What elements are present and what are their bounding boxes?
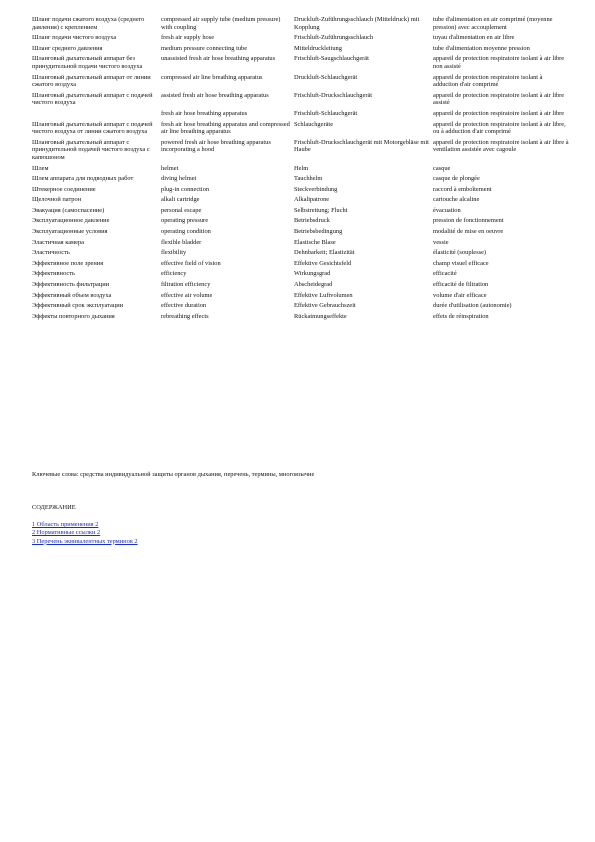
term-ru-cell: Шланговый дыхательный аппарат без принудительной подачи чистого воздуха [32, 55, 143, 70]
table-row [32, 249, 572, 260]
term-fr-cell: modalité de mise en oeuvre [433, 228, 504, 236]
term-ru-cell: Шланговый дыхательный аппарат от линии сжатого воздуха [32, 73, 151, 89]
table-row [32, 34, 572, 45]
term-de-cell: Rückatmungseffekte [294, 312, 347, 320]
toc-item[interactable] [32, 521, 138, 529]
term-ru-cell: Эффективный срок эксплуатации [32, 302, 124, 310]
keywords-line: Ключевые слова: средства индивидуальной защиты органов дыхания, перечень, термины, многоязычие [32, 471, 315, 478]
term-fr-cell: vessie [433, 238, 449, 246]
term-ru-cell [32, 110, 161, 121]
table-row [32, 270, 572, 281]
term-ru-cell: Шланг подачи чистого воздуха [32, 34, 117, 42]
term-fr-cell: évacuation [433, 206, 461, 214]
term-fr-cell: raccord à emboîtement [433, 185, 492, 193]
toc-link-normative-references[interactable]: 2 Нормативные ссылки 2 [32, 529, 101, 537]
table-row [32, 207, 572, 218]
term-en-cell: filtration efficiency [161, 281, 211, 289]
term-en-cell: effective duration [161, 302, 207, 310]
term-en-cell: effective field of vision [161, 259, 221, 267]
term-ru-cell: Шланговый дыхательный аппарат с подачей чистого воздуха [32, 91, 153, 107]
toc-item[interactable] [32, 529, 138, 537]
term-en-cell: compressed air supply tube (medium pressure) with coupling [161, 16, 281, 31]
term-en-cell: fresh air hose breathing apparatus [161, 109, 248, 117]
term-ru-cell: Шланговый дыхательный аппарат с принудительной подачей чистого воздуха с капюшоном [32, 138, 150, 161]
term-en-cell: rebreathing effects [161, 312, 209, 320]
term-en-cell: flexible bladder [161, 238, 202, 246]
toc-item[interactable] [32, 538, 138, 546]
term-ru-cell: Эвакуация (самоспасение) [32, 206, 105, 214]
term-ru-cell: Шланг среднего давления [32, 44, 103, 52]
term-ru-cell: Эластичная камера [32, 238, 84, 246]
term-fr-cell: appareil de protection respiratoire isolant à air libre non assisté [433, 55, 565, 70]
table-row [32, 228, 572, 239]
term-de-cell: Alkalipatrone [294, 196, 330, 204]
term-en-cell: flexibility [161, 249, 187, 257]
table-row [32, 196, 572, 207]
term-en-cell: efficiency [161, 270, 187, 278]
term-fr-cell: tube d'alimentation moyenne pression [433, 44, 530, 52]
term-de-cell: Elastische Blase [294, 238, 336, 246]
term-fr-cell: effets de réinspiration [433, 312, 489, 320]
term-ru-cell: Эффективность фильтрации [32, 281, 110, 289]
term-fr-cell: volume d'air efficace [433, 291, 487, 299]
table-row [32, 186, 572, 197]
term-ru-cell: Эксплуатационные условия [32, 228, 108, 236]
term-de-cell: Druckluft-Zuführungsschlauch (Mitteldruck) mit Kopplung [294, 16, 420, 31]
table-row [32, 175, 572, 186]
term-fr-cell: tuyau d'alimentation en air libre [433, 34, 515, 42]
term-de-cell: Wirkungsgrad [294, 270, 331, 278]
term-de-cell: Effektive Gebrauchszeit [294, 302, 356, 310]
term-de-cell: Frischluft-Druckschlauchgerät [294, 91, 373, 99]
term-en-cell: helmet [161, 164, 179, 172]
term-fr-cell: appareil de protection respiratoire isolant à adduction d'air comprimé [433, 73, 543, 89]
term-fr-cell: appareil de protection respiratoire isolant à air libre, ou à adduction d'air comprimé [433, 120, 566, 136]
term-de-cell: Betriebsdruck [294, 217, 330, 225]
contents-title: СОДЕРЖАНИЕ [32, 504, 76, 511]
term-ru-cell: Шлем аппарата для подводных работ [32, 175, 134, 183]
term-fr-cell: tube d'alimentation en air comprimé (moyenne pression) avec accouplement [433, 16, 553, 31]
term-fr-cell: appareil de protection respiratoire isolant à air libre assisté [433, 91, 565, 107]
table-row [32, 302, 572, 313]
term-fr-cell: casque [433, 164, 451, 172]
term-en-cell: fresh air hose breathing apparatus and compressed air line breathing apparatus [161, 120, 290, 136]
table-row [32, 92, 572, 110]
table-row [32, 74, 572, 92]
table-row [32, 260, 572, 271]
toc-link-scope[interactable]: 1 Область применения 2 [32, 521, 99, 528]
term-fr-cell: appareil de protection respiratoire isolant à air libre [433, 109, 565, 117]
term-en-cell: unassisted fresh air hose breathing apparatus [161, 55, 276, 63]
term-de-cell: Tauchhelm [294, 175, 323, 183]
term-de-cell: Helm [294, 164, 309, 172]
term-en-cell: compressed air line breathing apparatus [161, 73, 263, 81]
term-de-cell: Frischluft-Zuführungsschlauch [294, 34, 374, 42]
term-de-cell: Selbstrettung; Flucht [294, 206, 348, 214]
term-fr-cell: efficacité de filtration [433, 281, 489, 289]
table-row [32, 165, 572, 176]
term-en-cell: assisted fresh air hose breathing apparatus [161, 91, 269, 99]
term-de-cell: Mitteldruckleitung [294, 44, 342, 52]
term-en-cell: fresh air supply hose [161, 34, 215, 42]
term-ru-cell: Щелочной патрон [32, 196, 82, 204]
term-ru-cell: Эффективность [32, 270, 75, 278]
term-fr-cell: élasticité (souplesse) [433, 249, 487, 257]
term-en-cell: powered fresh air hose breathing apparatus incorporating a hood [161, 138, 271, 154]
term-de-cell: Effektive Gesichtsfeld [294, 259, 352, 267]
term-de-cell: Schlauchgeräte [294, 120, 334, 128]
term-de-cell: Betriebsbedingung [294, 228, 343, 236]
term-ru-cell: Шланговый дыхательный аппарат с подачей чистого воздуха от линии сжатого воздуха [32, 120, 153, 136]
term-ru-cell: Эффективный объем воздуха [32, 291, 112, 299]
term-de-cell: Frischluft-Schlauchgerät [294, 109, 358, 117]
table-row [32, 281, 572, 292]
term-en-cell: plug-in connection [161, 185, 210, 193]
table-row [32, 239, 572, 250]
term-fr-cell: cartouche alcaline [433, 196, 480, 204]
term-ru-cell: Шланг подачи сжатого воздуха (среднего давления) с креплением [32, 16, 145, 31]
term-ru-cell: Эффекты повторного дыхания [32, 312, 115, 320]
table-of-contents [32, 521, 138, 546]
table-row [32, 45, 572, 56]
term-en-cell: medium pressure connecting tube [161, 44, 248, 52]
term-de-cell: Druckluft-Schlauchgerät [294, 73, 358, 81]
term-en-cell: personal escape [161, 206, 202, 214]
term-en-cell: effective air volume [161, 291, 213, 299]
term-fr-cell: durée d'utilisation (autonomie) [433, 302, 512, 310]
table-row [32, 139, 572, 165]
table-row [32, 55, 572, 73]
term-fr-cell: casque de plongée [433, 175, 480, 183]
terms-table [32, 16, 572, 323]
term-de-cell: Abscheidegrad [294, 281, 333, 289]
term-ru-cell: Эксплуатационное давление [32, 217, 110, 225]
table-row [32, 292, 572, 303]
toc-link-equivalent-terms[interactable]: 3 Перечень эквивалентных терминов 2 [32, 537, 138, 545]
term-fr-cell: appareil de protection respiratoire isolant à air libre à ventilation assistée avec cagoule [433, 138, 569, 154]
table-row [32, 16, 572, 34]
term-en-cell: diving helmet [161, 175, 197, 183]
term-en-cell: operating pressure [161, 217, 209, 225]
term-en-cell: operating condition [161, 228, 211, 236]
term-ru-cell: Штекерное соединение [32, 185, 96, 193]
table-row [32, 313, 572, 324]
term-en-cell: alkali cartridge [161, 196, 200, 204]
term-ru-cell: Эластичность [32, 249, 70, 257]
table-row [32, 121, 572, 139]
term-fr-cell: champ visuel efficace [433, 259, 489, 267]
table-row [32, 110, 572, 121]
table-row [32, 217, 572, 228]
term-de-cell: Frischluft-Saugschlauchgerät [294, 55, 369, 63]
term-ru-cell: Эффективное поле зрения [32, 259, 104, 267]
terms-table-body [32, 16, 572, 323]
term-de-cell: Frischluft-Druckschlauchgerät mit Motorgebläse mit Haube [294, 138, 429, 154]
term-ru-cell: Шлем [32, 164, 49, 172]
term-de-cell: Effektive Luftvolumen [294, 291, 353, 299]
term-fr-cell: pression de fonctionnement [433, 217, 504, 225]
term-de-cell: Steckverbindung [294, 185, 338, 193]
term-de-cell: Dehnbarkeit; Elastizität [294, 249, 355, 257]
term-fr-cell: efficacité [433, 270, 457, 278]
